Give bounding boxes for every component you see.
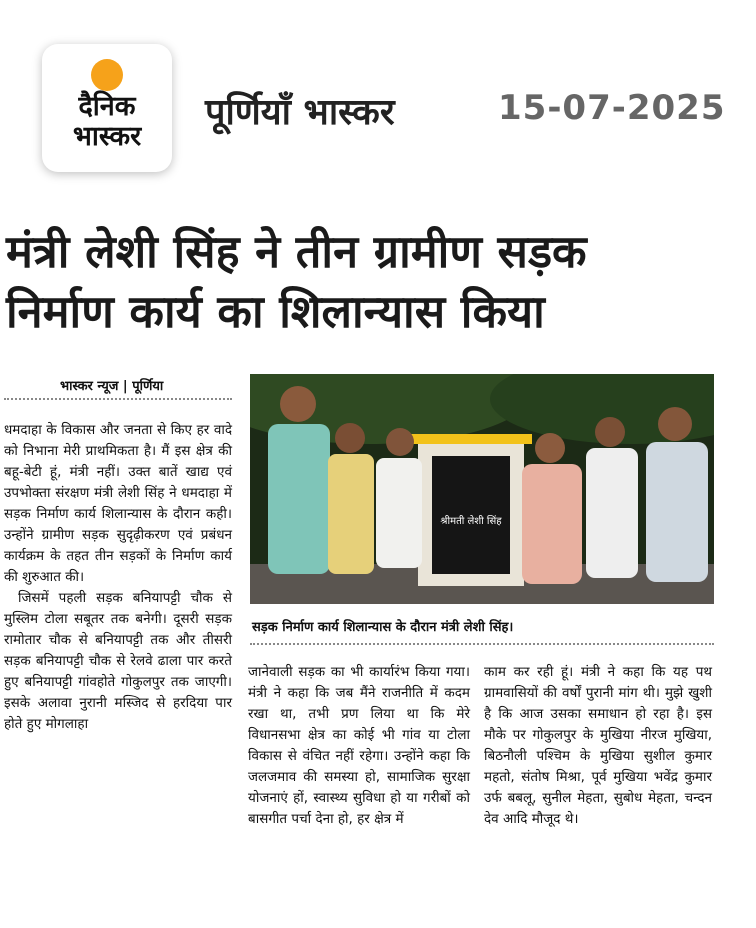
headline-line-2: निर्माण कार्य का शिलान्यास किया [6, 285, 545, 338]
logo-line-2: भास्कर [72, 121, 142, 152]
sun-icon [91, 59, 123, 91]
photo-caption: सड़क निर्माण कार्य शिलान्यास के दौरान मंत्री लेशी सिंह। [252, 620, 514, 635]
newspaper-header [0, 0, 756, 190]
article-column-2 [248, 662, 470, 830]
byline: भास्कर न्यूज | पूर्णिया [60, 379, 164, 394]
paragraph-4: काम कर रही हूं। मंत्री ने कहा कि यह पथ ग्रामवासियों की वर्षों पुरानी मांग थी। मुझे खुशी है कि आज उसका समाधान हो रहा है। इस मौके पर गोकुलपुर के मुखिया नीरज मुखिया, बिठनौली पश्चिम के मुखिया सुशील कुमार महतो, संतोष मिश्रा, पूर्व मुखिया भवेंद्र कुमार उर्फ बबलू, सुनील मेहता, सुबोध मेहता, चन्दन देव आदि मौजूद थे। [484, 664, 712, 827]
headline [6, 222, 750, 342]
article-column-3 [484, 662, 712, 830]
plaque [432, 456, 510, 574]
headline-line-1: मंत्री लेशी सिंह ने तीन ग्रामीण सड़क [6, 225, 587, 278]
photo-illustration [250, 374, 714, 604]
edition-title: पूर्णियाँ भास्कर [205, 92, 395, 133]
news-photo [250, 374, 714, 604]
caption-divider [250, 643, 714, 645]
dainik-bhaskar-logo [42, 44, 172, 172]
plaque-name: श्रीमती लेशी सिंह [440, 516, 502, 527]
paragraph-1: धमदाहा के विकास और जनता से किए हर वादे को निभाना मेरी प्राथमिकता है। मैं इस क्षेत्र की बहू-बेटी हूं, मंत्री नहीं। उक्त बातें खाद्य एवं उपभोक्ता संरक्षण मंत्री लेशी सिंह ने धमदाहा में सड़क निर्माण कार्य शिलान्यास के दौरान कही। उन्होंने ग्रामीण सड़क सुदृढ़ीकरण एवं प्रबंधन कार्यक्रम के तहत तीन सड़कों के निर्माण कार्य की शुरुआत की। [4, 422, 232, 585]
paragraph-2: जिसमें पहली सड़क बनियापट्टी चौक से मुस्लिम टोला सबूतर तक बनेगी। दूसरी सड़क रामोतार चौक से बनियापट्टी तक और तीसरी सड़क बनियापट्टी चौक से रेलवे ढाला पार करते हुए बनियापट्टी गांवहोते गोकुलपुर तक जाएगी। इसके अलावा नुरानी मस्जिद से हरदिया पार होते हुए मोगलाहा [4, 590, 232, 732]
byline-divider-top [4, 398, 232, 400]
edition-date: 15-07-2025 [498, 88, 726, 128]
article-column-1 [4, 420, 232, 735]
paragraph-3: जानेवाली सड़क का भी कार्यारंभ किया गया। मंत्री ने कहा कि जब मैंने राजनीति में कदम रखा था, तभी प्रण लिया था कि मेरे विधानसभा क्षेत्र का कोई भी गांव या टोला विकास से वंचित नहीं रहेगा। उन्होंने कहा कि जलजमाव की समस्या हो, सामाजिक सुरक्षा योजनाएं हों, स्वास्थ्य सुविधा हो या गरीबों को बासगीत पर्चा देना हो, हर क्षेत्र में [248, 664, 470, 827]
logo-line-1: दैनिक [78, 91, 136, 122]
